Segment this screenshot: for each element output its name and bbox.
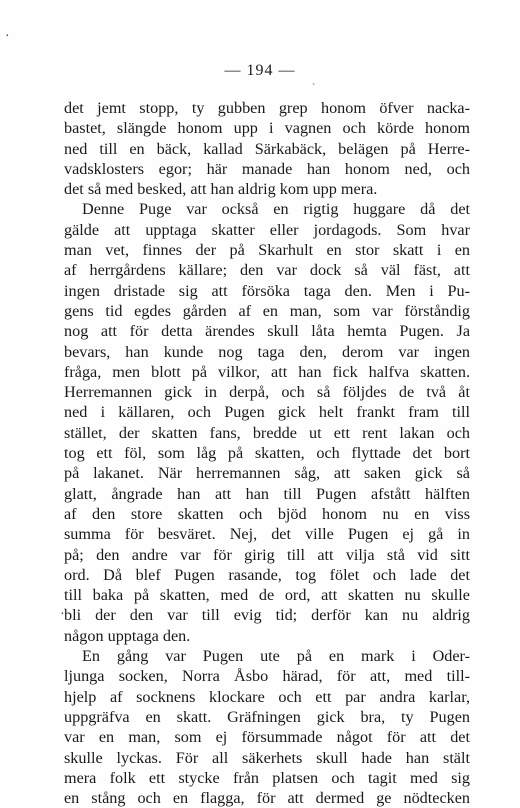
text-line: det jemt stopp, ty gubben grep honom öfver nacka-	[64, 99, 470, 117]
text-line: summa för besväret. Nej, det ville Pugen ej gå in	[64, 525, 470, 544]
text-line: ned till en bäck, kallad Särkabäck, belägen på Herre-	[64, 139, 470, 158]
text-line: tog ett föl, som låg på skatten, och flyttade det bort	[64, 444, 470, 463]
text-line: ned i källaren, och Pugen gick helt frankt fram till	[64, 403, 470, 422]
text-line: Herremannen gick in derpå, och så följdes de två åt	[64, 383, 470, 402]
text-line: gälde att upptaga skatter eller jordagods. Som hvar	[64, 220, 470, 239]
text-line: stället, der skatten fans, bredde ut ett rent lakan och	[64, 423, 470, 442]
text-line: bli der den var till evig tid; derför kan nu aldrig	[64, 606, 470, 625]
text-line: vadsklosters egor; här manade han honom ned, och	[64, 159, 470, 178]
text-line: gens tid egdes gården af en man, som var förståndig	[64, 301, 470, 320]
text-line: nog att för detta ärendes skull låta hemta Pugen. Ja	[64, 322, 470, 341]
text-line: ingen dristade sig att försöka taga den. Men i Pu-	[64, 281, 470, 300]
text-line: det så med besked, att han aldrig kom upp mera.	[64, 180, 378, 199]
text-line: uppgräfva en skatt. Gräfningen gick bra, ty Pugen	[64, 707, 470, 726]
text-line: man vet, finnes der på Skarhult en stor skatt i en	[64, 241, 470, 260]
text-line: bevars, han kunde nog taga den, derom var ingen	[64, 342, 470, 361]
text-line: någon upptaga den.	[64, 626, 191, 645]
page-number-header: — 194 —	[224, 62, 296, 79]
text-line: en stång och en flagga, för att dermed ge nödtecken	[64, 789, 470, 808]
body-text	[64, 98, 470, 808]
text-line: ord. Då blef Pugen rasande, tog fölet och lade det	[64, 565, 470, 584]
text-line: på; den andre var för girig till att vilja stå vid sitt	[64, 545, 470, 564]
text-line: bastet, slängde honom upp i vagnen och körde honom	[64, 119, 470, 138]
text-line: Denne Puge var också en rigtig huggare då det	[82, 200, 470, 219]
text-line: ljunga socken, Norra Åsbo härad, för att, med till-	[64, 667, 470, 686]
text-line: af herrgårdens källare; den var dock så väl fäst, att	[64, 261, 470, 280]
text-line: på lakanet. När herremannen såg, att saken gick så	[64, 464, 470, 483]
scan-speck: `	[312, 83, 316, 94]
text-line: af den store skatten och bjöd honom nu en viss	[64, 504, 470, 523]
text-line: till baka på skatten, med de ord, att skatten nu skulle	[64, 586, 470, 605]
text-line: hjelp af socknens klockare och ett par andra karlar,	[64, 687, 470, 706]
text-line: En gång var Pugen ute på en mark i Oder-	[82, 647, 470, 666]
text-line: var en man, som ej försummade något för att det	[64, 728, 470, 747]
scan-speck: ·	[5, 29, 10, 44]
scan-speck: ·	[60, 607, 65, 622]
text-line: skulle lyckas. För all säkerhets skull hade han stält	[64, 748, 470, 767]
text-line: glatt, ångrade han att han till Pugen afstått hälften	[64, 484, 470, 503]
text-line: fråga, men blott på vilkor, att han fick halfva skatten.	[64, 362, 470, 381]
text-line: mera folk ett stycke från platsen och tagit med sig	[64, 768, 470, 787]
